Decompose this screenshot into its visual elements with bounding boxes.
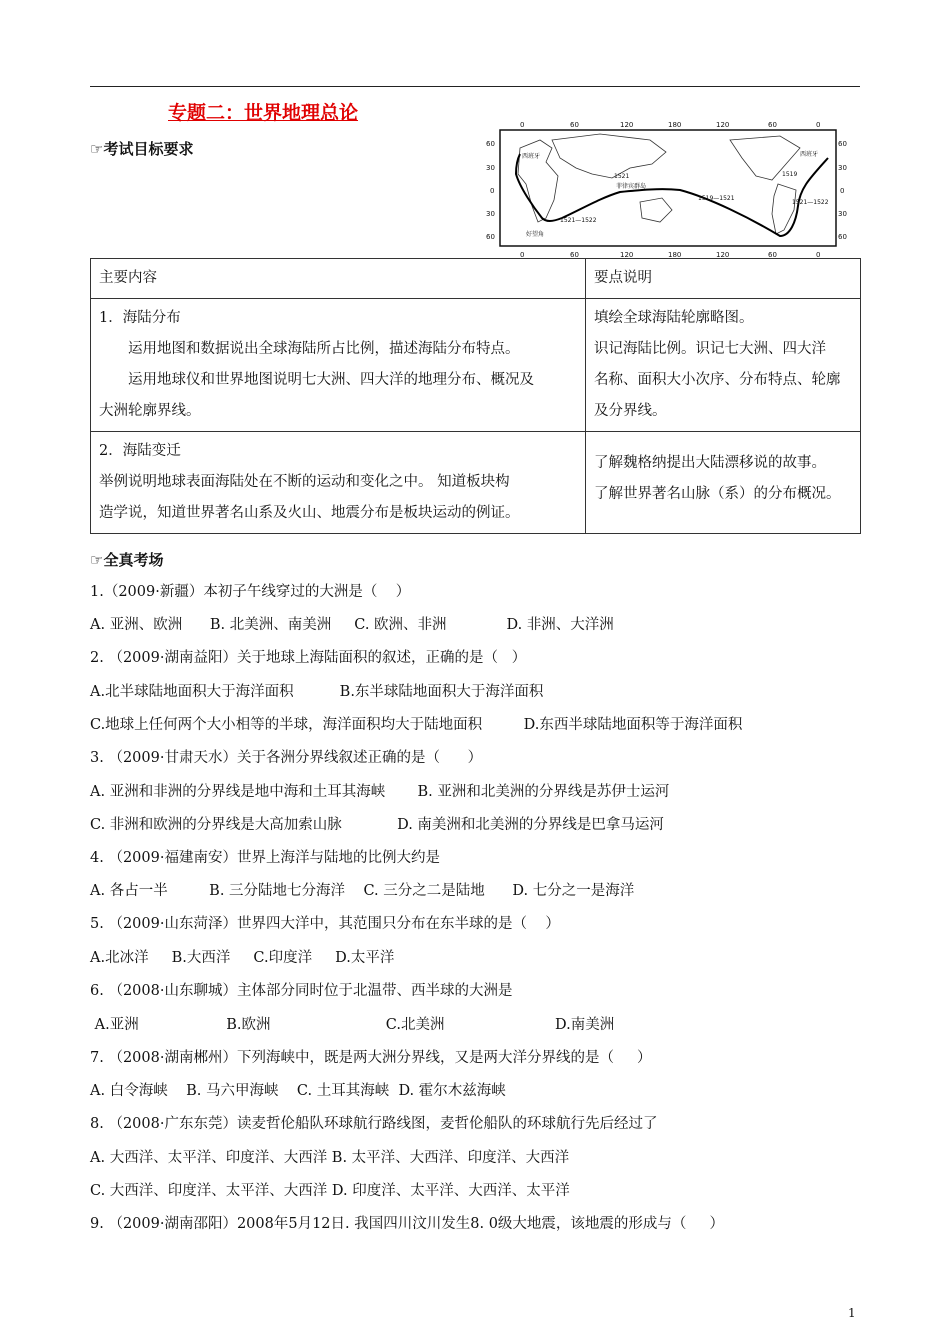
question-line: A. 亚洲、欧洲 B. 北美洲、南美洲 C. 欧洲、非洲 D. 非洲、大洋洲 bbox=[90, 617, 614, 633]
map-bottom-tick: 60 bbox=[768, 251, 777, 259]
map-right-tick: 0 bbox=[840, 187, 845, 195]
table-row bbox=[91, 299, 861, 432]
cell-line: 运用地图和数据说出全球海陆所占比例，描述海陆分布特点。 bbox=[128, 341, 520, 357]
cell-line: 识记海陆比例。识记七大洲、四大洋 bbox=[594, 341, 826, 357]
page-number: 1 bbox=[848, 1306, 856, 1320]
map-bottom-tick: 120 bbox=[716, 251, 730, 259]
map-top-tick: 120 bbox=[716, 121, 730, 129]
map-right-tick: 60 bbox=[838, 140, 847, 148]
cell-line: 运用地球仪和世界地图说明七大洲、四大洋的地理分布、概况及 bbox=[128, 372, 534, 388]
question-line: A.亚洲 B.欧洲 C.北美洲 D.南美洲 bbox=[90, 1017, 615, 1033]
map-top-tick: 0 bbox=[520, 121, 525, 129]
map-label: 1519 bbox=[782, 171, 798, 178]
question-line: A.北半球陆地面积大于海洋面积 B.东半球陆地面积大于海洋面积 bbox=[90, 684, 544, 700]
question-line: C. 非洲和欧洲的分界线是大高加索山脉 D. 南美洲和北美洲的分界线是巴拿马运河 bbox=[90, 817, 664, 833]
question-line: A. 各占一半 B. 三分陆地七分海洋 C. 三分之二是陆地 D. 七分之一是海洋 bbox=[90, 883, 635, 899]
map-label: 好望角 bbox=[526, 231, 545, 238]
cell-line: 及分界线。 bbox=[594, 403, 667, 419]
map-label: 1521 bbox=[614, 173, 630, 180]
map-right-tick: 30 bbox=[838, 210, 847, 218]
cell-line: 填绘全球海陆轮廓略图。 bbox=[594, 310, 754, 326]
map-bottom-tick: 180 bbox=[668, 251, 682, 259]
table-row bbox=[91, 259, 861, 299]
cell-line: 大洲轮廓界线。 bbox=[99, 403, 201, 419]
map-label: 1521—1522 bbox=[792, 199, 829, 206]
question-line: 6. （2008·山东聊城）主体部分同时位于北温带、西半球的大洲是 bbox=[90, 983, 513, 999]
cell-line: 了解魏格纳提出大陆漂移说的故事。 bbox=[594, 455, 826, 471]
question-line: A. 亚洲和非洲的分界线是地中海和土耳其海峡 B. 亚洲和北美洲的分界线是苏伊士运河 bbox=[90, 784, 670, 800]
map-bottom-tick: 0 bbox=[816, 251, 821, 259]
map-left-tick: 60 bbox=[486, 140, 495, 148]
cell-line: 了解世界著名山脉（系）的分布概况。 bbox=[594, 486, 841, 502]
cell-line: 举例说明地球表面海陆处在不断的运动和变化之中。 知道板块构 bbox=[99, 474, 510, 490]
question-line: 9. （2009·湖南邵阳）2008年5月12日. 我国四川汶川发生8. 0级大地震，该地震的形成与（ ） bbox=[90, 1216, 724, 1232]
section-heading-objectives: ☞考试目标要求 bbox=[90, 140, 194, 158]
map-left-tick: 30 bbox=[486, 210, 495, 218]
map-top-tick: 60 bbox=[768, 121, 777, 129]
question-line: 7. （2008·湖南郴州）下列海峡中，既是两大洲分界线，又是两大洋分界线的是（ ） bbox=[90, 1050, 652, 1066]
map-label: 1521—1522 bbox=[560, 217, 597, 224]
section-heading-exam: ☞全真考场 bbox=[90, 551, 164, 569]
question-line: A.北冰洋 B.大西洋 C.印度洋 D.太平洋 bbox=[90, 950, 395, 966]
table-cell bbox=[586, 432, 861, 534]
map-label: 菲律宾群岛 bbox=[616, 183, 647, 190]
cell-line: 造学说，知道世界著名山系及火山、地震分布是板块运动的例证。 bbox=[99, 505, 520, 521]
table-cell bbox=[91, 299, 586, 432]
question-line: 4. （2009·福建南安）世界上海洋与陆地的比例大约是 bbox=[90, 850, 440, 866]
map-top-tick: 180 bbox=[668, 121, 682, 129]
map-bottom-tick: 120 bbox=[620, 251, 634, 259]
question-line: A. 白令海峡 B. 马六甲海峡 C. 土耳其海峡 D. 霍尔木兹海峡 bbox=[90, 1083, 506, 1099]
table-cell bbox=[586, 299, 861, 432]
map-top-tick: 0 bbox=[816, 121, 821, 129]
map-label: 1519—1521 bbox=[698, 195, 735, 202]
map-right-tick: 60 bbox=[838, 233, 847, 241]
table-cell bbox=[91, 432, 586, 534]
magellan-route-map bbox=[480, 118, 852, 262]
map-bottom-tick: 60 bbox=[570, 251, 579, 259]
question-line: C.地球上任何两个大小相等的半球，海洋面积均大于陆地面积 D.东西半球陆地面积等于海洋面积 bbox=[90, 717, 743, 733]
map-top-tick: 120 bbox=[620, 121, 634, 129]
objectives-table bbox=[90, 258, 861, 534]
map-label: 西班牙 bbox=[800, 151, 819, 158]
table-header-cell: 主要内容 bbox=[91, 259, 586, 299]
map-left-tick: 0 bbox=[490, 187, 495, 195]
question-line: A. 大西洋、太平洋、印度洋、大西洋 B. 太平洋、大西洋、印度洋、大西洋 bbox=[90, 1150, 570, 1166]
question-line: 8. （2008·广东东莞）读麦哲伦船队环球航行路线图，麦哲伦船队的环球航行先后经过了 bbox=[90, 1116, 658, 1132]
cell-line: 1．海陆分布 bbox=[99, 310, 181, 326]
question-line: 3. （2009·甘肃天水）关于各洲分界线叙述正确的是（ ） bbox=[90, 750, 483, 766]
map-left-tick: 30 bbox=[486, 164, 495, 172]
header-rule bbox=[90, 86, 860, 87]
table-row bbox=[91, 432, 861, 534]
cell-line: 名称、面积大小次序、分布特点、轮廓 bbox=[594, 372, 841, 388]
map-right-tick: 30 bbox=[838, 164, 847, 172]
cell-line: 2．海陆变迁 bbox=[99, 443, 181, 459]
question-line: 5. （2009·山东菏泽）世界四大洋中，其范围只分布在东半球的是（ ） bbox=[90, 916, 560, 932]
question-line: 1.（2009·新疆）本初子午线穿过的大洲是（ ） bbox=[90, 584, 411, 600]
map-label: 西班牙 bbox=[522, 153, 541, 160]
question-line: C. 大西洋、印度洋、太平洋、大西洋 D. 印度洋、太平洋、大西洋、太平洋 bbox=[90, 1183, 570, 1199]
table-header-cell: 要点说明 bbox=[586, 259, 861, 299]
question-line: 2. （2009·湖南益阳）关于地球上海陆面积的叙述，正确的是（ ） bbox=[90, 650, 527, 666]
map-left-tick: 60 bbox=[486, 233, 495, 241]
page-title: 专题二：世界地理总论 bbox=[168, 102, 359, 124]
map-top-tick: 60 bbox=[570, 121, 579, 129]
map-bottom-tick: 0 bbox=[520, 251, 525, 259]
